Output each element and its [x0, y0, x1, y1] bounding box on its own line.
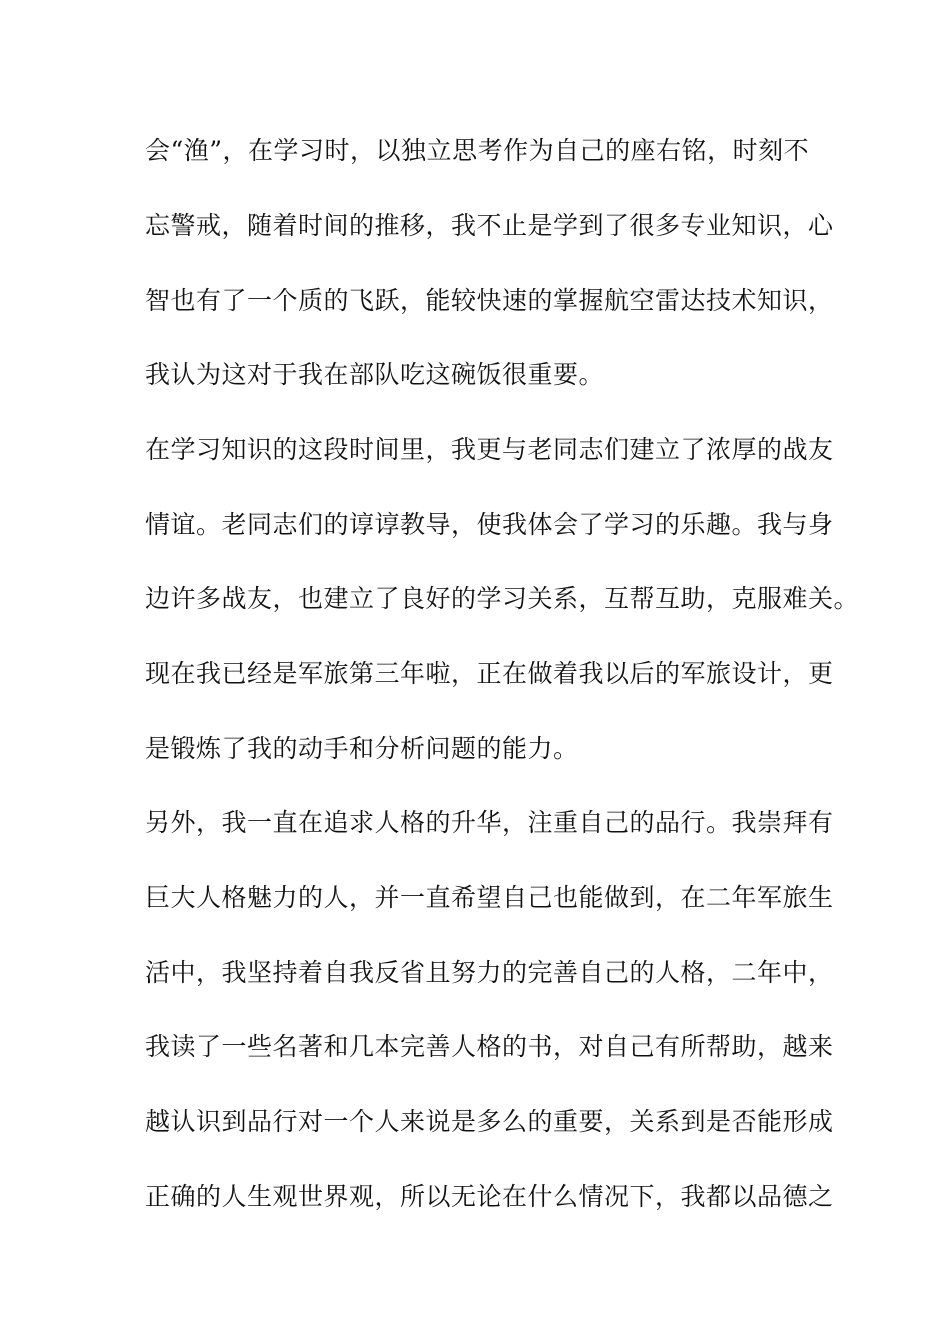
text-line: 正确的人生观世界观，所以无论在什么情况下，我都以品德之 [145, 1182, 834, 1211]
text-line: 现在我已经是军旅第三年啦，正在做着我以后的军旅设计，更 [145, 659, 834, 688]
text-line: 我认为这对于我在部队吃这碗饭很重要。 [145, 360, 605, 389]
text-line: 越认识到品行对一个人来说是多么的重要，关系到是否能形成 [145, 1107, 834, 1136]
text-line: 我读了一些名著和几本完善人格的书，对自己有所帮助，越来 [145, 1032, 834, 1061]
text-line: 巨大人格魅力的人，并一直希望自己也能做到，在二年军旅生 [145, 883, 834, 912]
text-line: 是锻炼了我的动手和分析问题的能力。 [145, 734, 579, 763]
text-line: 另外，我一直在追求人格的升华，注重自己的品行。我崇拜有 [145, 808, 834, 837]
text-line: 边许多战友，也建立了良好的学习关系，互帮互助，克服难关。 [145, 584, 860, 613]
text-line: 会“渔”，在学习时，以独立思考作为自己的座右铭，时刻不 [145, 136, 810, 165]
text-line: 在学习知识的这段时间里，我更与老同志们建立了浓厚的战友 [145, 435, 834, 464]
text-line: 活中，我坚持着自我反省且努力的完善自己的人格，二年中， [145, 958, 834, 987]
text-line: 情谊。老同志们的谆谆教导，使我体会了学习的乐趣。我与身 [145, 510, 834, 539]
text-line: 忘警戒，随着时间的推移，我不止是学到了很多专业知识，心 [145, 211, 834, 240]
text-line: 智也有了一个质的飞跃，能较快速的掌握航空雷达技术知识， [145, 286, 834, 315]
